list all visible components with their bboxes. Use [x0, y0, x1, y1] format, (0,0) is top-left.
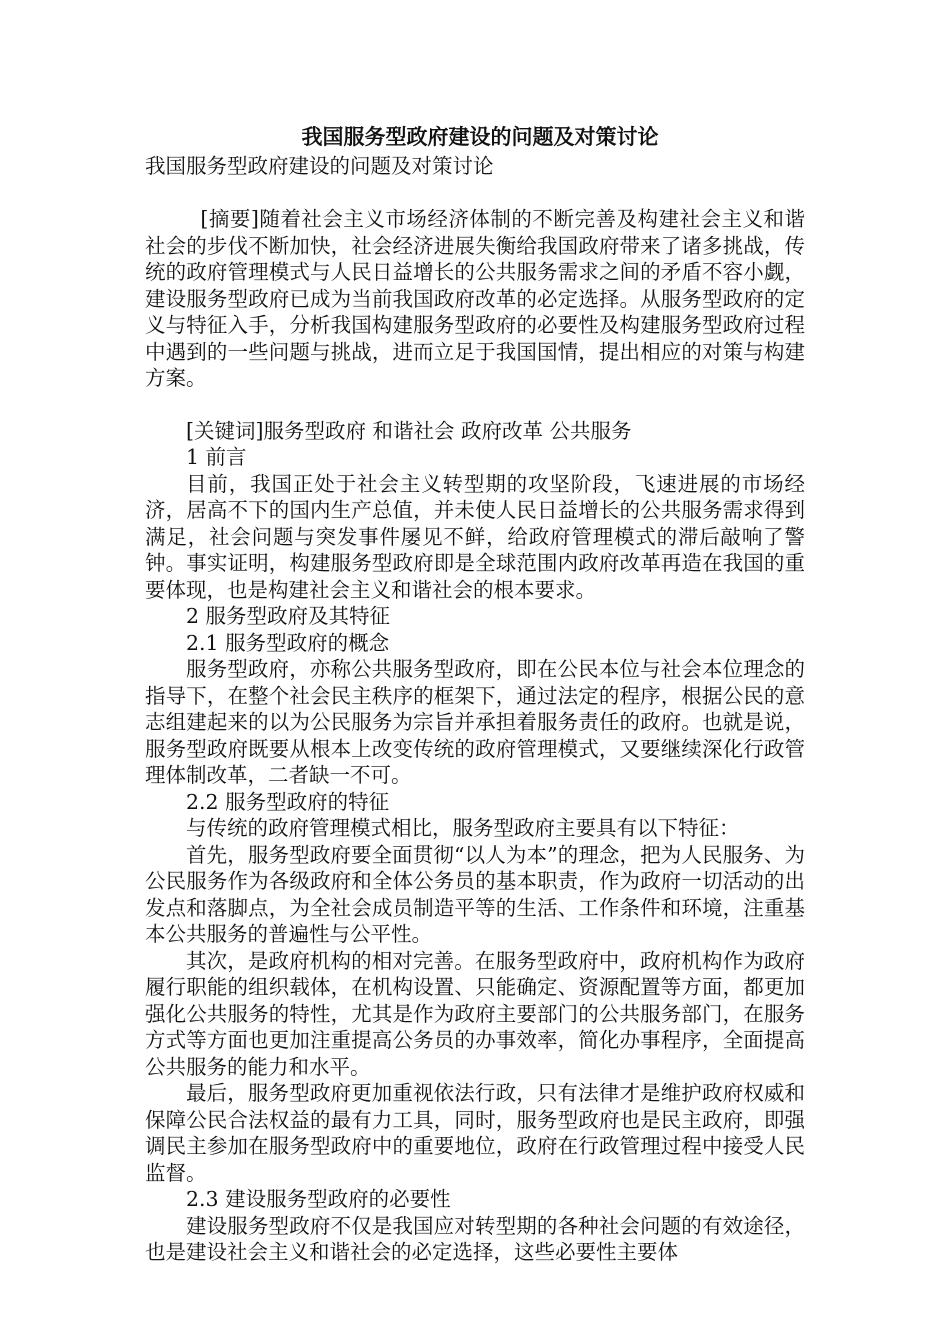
body-paragraph: 首先，服务型政府要全面贯彻“以人为本”的理念，把为人民服务、为公民服务作为各级政府和全体公务员的基本职责，作为政府一切活动的出发点和落脚点，为全社会成员制造平等的生活、工作条件和环境，注重基本公共服务的普遍性与公平性。: [145, 842, 805, 946]
body-paragraph: 目前，我国正处于社会主义转型期的攻坚阶段，飞速进展的市场经济，居高不下的国内生产总值，并未使人民日益增长的公共服务需求得到满足，社会问题与突发事件屡见不鲜，给政府管理模式的滞后敲响了警钟。事实证明，构建服务型政府即是全球范围内政府改革再造在我国的重要体现，也是构建社会主义和谐社会的根本要求。: [145, 471, 805, 602]
subsection-heading: 2.1 服务型政府的概念: [186, 630, 390, 655]
section-heading: 2 服务型政府及其特征: [186, 604, 391, 628]
body-paragraph: 最后，服务型政府更加重视依法行政，只有法律才是维护政府权威和保障公民合法权益的最有力工具，同时，服务型政府也是民主政府，即强调民主参加在服务型政府中的重要地位，政府在行政管理过程中接受人民监督。: [145, 1081, 805, 1185]
subsection-heading: 2.2 服务型政府的特征: [186, 789, 390, 814]
body-sections: [145, 444, 805, 1266]
body-paragraph: 与传统的政府管理模式相比，服务型政府主要具有以下特征：: [186, 816, 740, 840]
document-title: 我国服务型政府建设的问题及对策讨论: [301, 124, 659, 149]
abstract-paragraph: [摘要]随着社会主义市场经济体制的不断完善及构建社会主义和谐社会的步伐不断加快，社会经济进展失衡给我国政府带来了诸多挑战，传统的政府管理模式与人民日益增长的公共服务需求之间的矛盾不容小觑，建设服务型政府已成为当前我国政府改革的必定选择。从服务型政府的定义与特征入手，分析我国构建服务型政府的必要性及构建服务型政府过程中遇到的一些问题与挑战，进而立足于我国国情，提出相应的对策与构建方案。: [145, 207, 805, 390]
body-paragraph: 其次，是政府机构的相对完善。在服务型政府中，政府机构作为政府履行职能的组织载体，在机构设置、只能确定、资源配置等方面，都更加强化公共服务的特性，尤其是作为政府主要部门的公共服务部门，在服务方式等方面也更加注重提高公务员的办事效率，简化办事程序，全面提高公共服务的能力和水平。: [145, 948, 805, 1079]
subsection-heading: 2.3 建设服务型政府的必要性: [186, 1187, 451, 1211]
document-subtitle: 我国服务型政府建设的问题及对策讨论: [145, 154, 494, 178]
body-paragraph: 建设服务型政府不仅是我国应对转型期的各种社会问题的有效途径，也是建设社会主义和谐社会的必定选择，这些必要性主要体: [145, 1213, 805, 1264]
keywords-line: [关键词]服务型政府 和谐社会 政府改革 公共服务: [186, 418, 632, 443]
section-heading: 1 前言: [186, 445, 247, 469]
document-page: [145, 122, 805, 1266]
body-paragraph: 服务型政府，亦称公共服务型政府，即在公民本位与社会本位理念的指导下，在整个社会民主秩序的框架下，通过法定的程序，根据公民的意志组建起来的以为公民服务为宗旨并承担着服务责任的政府。也就是说，服务型政府既要从根本上改变传统的政府管理模式，又要继续深化行政管理体制改革，二者缺一不可。: [145, 657, 805, 787]
